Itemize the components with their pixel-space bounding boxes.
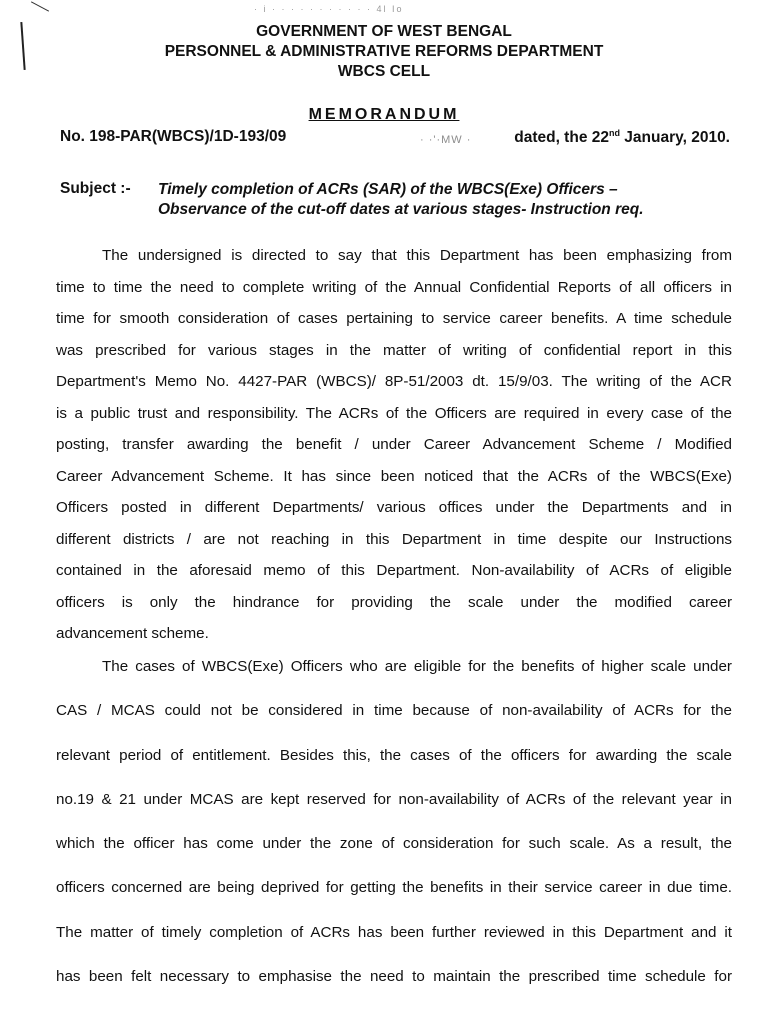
header-government: GOVERNMENT OF WEST BENGAL (256, 23, 512, 40)
paragraph-2 (56, 645, 732, 999)
corner-pen-mark (31, 1, 49, 11)
paragraph-line: The cases of WBCS(Exe) Officers who are eligible for the benefits of higher scale under (102, 658, 732, 675)
paragraph-line: time to time the need to complete writing of the Annual Confidential Reports of all officers in (56, 278, 732, 296)
paragraph-line: Career Advancement Scheme. It has since been noticed that the ACRs of the WBCS(Exe) (56, 467, 732, 485)
subject-line: Timely completion of ACRs (SAR) of the WBCS(Exe) Officers – (158, 181, 618, 198)
stamp-smudge: · ·'·MW · (420, 134, 472, 146)
memorandum-title: MEMORANDUM (308, 106, 460, 123)
subject-text (158, 180, 718, 220)
paragraph-1 (56, 240, 732, 650)
paragraph-line: relevant period of entitlement. Besides this, the cases of the officers for awarding the scale (56, 746, 732, 764)
paragraph-line: posting, transfer awarding the benefit / under Career Advancement Scheme / Modified (56, 436, 732, 453)
subject-label: Subject :- (60, 180, 131, 197)
paragraph-line: The undersigned is directed to say that this Department has been emphasizing from (102, 247, 732, 264)
header-cell: WBCS CELL (337, 63, 431, 80)
paragraph-line: advancement scheme. (56, 625, 209, 642)
faint-scan-text: · i · · · · · · · · · · · 4l Io (254, 4, 404, 14)
paragraph-line: officers concerned are being deprived for getting the benefits in their service career in due time. (56, 879, 732, 897)
memo-date-ordinal: nd (608, 128, 620, 138)
subject-line: Observance of the cut-off dates at various stages- Instruction req. (158, 201, 644, 218)
memo-number: No. 198-PAR(WBCS)/1D-193/09 (60, 128, 287, 145)
paragraph-line: is a public trust and responsibility. The ACRs of the Officers are required in every case of the (56, 404, 732, 422)
paragraph-line: has been felt necessary to emphasise the need to maintain the prescribed time schedule for (56, 968, 732, 986)
memo-date-suffix: January, 2010. (619, 129, 730, 147)
memo-date (514, 128, 730, 147)
paragraph-line: time for smooth consideration of cases pertaining to service career benefits. A time schedule (56, 310, 732, 327)
paragraph-line: which the officer has come under the zone of consideration for such scale. As a result, the (56, 835, 732, 853)
paragraph-line: different districts / are not reaching in this Department in time despite our Instructions (56, 530, 732, 548)
paragraph-line: contained in the aforesaid memo of this Department. Non-availability of ACRs of eligible (56, 562, 732, 579)
memo-date-prefix: dated, the 22 (514, 129, 609, 147)
paragraph-line: was prescribed for various stages in the matter of writing of confidential report in this (56, 341, 732, 359)
paragraph-line: officers is only the hindrance for providing the scale under the modified career (56, 593, 732, 611)
paragraph-line: Department's Memo No. 4427-PAR (WBCS)/ 8P-51/2003 dt. 15/9/03. The writing of the ACR (56, 373, 732, 390)
paragraph-line: Officers posted in different Departments/ various offices under the Departments and in (56, 499, 732, 516)
header-department: PERSONNEL & ADMINISTRATIVE REFORMS DEPARTMENT (164, 43, 604, 60)
paragraph-line: no.19 & 21 under MCAS are kept reserved for non-availability of ACRs of the relevant year in (56, 790, 732, 808)
paragraph-line: The matter of timely completion of ACRs has been further reviewed in this Department and it (56, 923, 732, 941)
paragraph-line: CAS / MCAS could not be considered in time because of non-availability of ACRs for the (56, 702, 732, 720)
